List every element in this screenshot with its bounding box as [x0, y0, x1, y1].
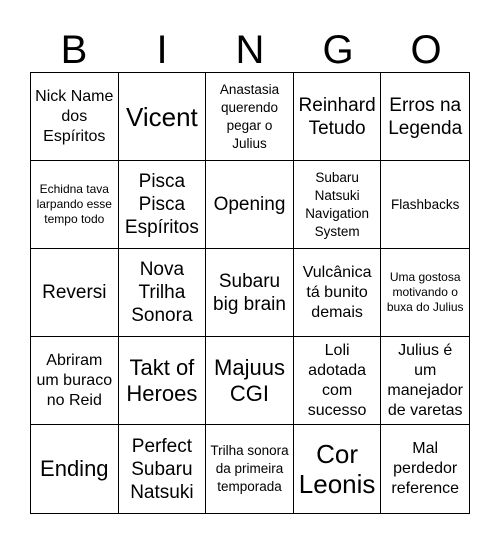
cell-text: Echidna tava larpando esse tempo todo	[36, 182, 112, 226]
bingo-cell[interactable]	[294, 161, 382, 249]
bingo-cell[interactable]	[31, 249, 119, 337]
cell-text: Opening	[213, 194, 286, 215]
bingo-cell[interactable]	[381, 249, 469, 337]
cell-text: Pisca Pisca Espíritos	[124, 171, 199, 238]
cell-text: Anastasia querendo pegar o Julius	[219, 81, 280, 151]
cell-text: Majuus CGI	[214, 354, 285, 406]
cell-text: Subaru big brain	[213, 270, 286, 315]
bingo-cell[interactable]	[119, 73, 207, 161]
cell-text: Flashbacks	[391, 196, 460, 212]
cell-text: Vulcânica tá bunito demais	[302, 263, 372, 321]
cell-text: Ending	[40, 456, 109, 481]
cell-text: Erros na Legenda	[388, 94, 463, 139]
bingo-cell[interactable]	[206, 249, 294, 337]
bingo-cell[interactable]	[381, 337, 469, 425]
cell-text: Uma gostosa motivando o buxa do Julius	[386, 270, 464, 314]
cell-text: Trilha sonora da primeira temporada	[210, 443, 289, 494]
cell-text: Nova Trilha Sonora	[131, 259, 193, 326]
bingo-cell[interactable]	[294, 249, 382, 337]
bingo-cell[interactable]	[31, 161, 119, 249]
header-letter-i: I	[156, 28, 168, 72]
bingo-cell[interactable]	[119, 161, 207, 249]
cell-text: Nick Name dos Espíritos	[35, 87, 114, 145]
cell-text: Reversi	[42, 282, 107, 303]
bingo-cell[interactable]	[119, 249, 207, 337]
cell-text: Julius é um manejador de varetas	[387, 341, 463, 419]
bingo-cell[interactable]	[294, 337, 382, 425]
cell-text: Vicent	[125, 101, 198, 132]
cell-text: Mal perdedor reference	[391, 440, 459, 497]
header-letter-b: B	[60, 28, 88, 72]
header-letter-o: O	[410, 28, 442, 72]
bingo-cell[interactable]	[31, 73, 119, 161]
cell-text: Reinhard Tetudo	[298, 94, 376, 139]
bingo-cell[interactable]	[206, 425, 294, 513]
bingo-cell[interactable]	[31, 337, 119, 425]
bingo-cell[interactable]	[294, 425, 382, 513]
bingo-header	[30, 20, 470, 80]
header-letter-n: N	[235, 28, 265, 72]
bingo-cell[interactable]	[381, 425, 469, 513]
bingo-cell[interactable]	[119, 337, 207, 425]
bingo-cell[interactable]	[119, 425, 207, 513]
cell-text: Subaru Natsuki Navigation System	[305, 169, 369, 239]
cell-text: Loli adotada com sucesso	[307, 341, 367, 419]
bingo-cell[interactable]	[381, 161, 469, 249]
bingo-cell[interactable]	[31, 425, 119, 513]
bingo-cell[interactable]	[381, 73, 469, 161]
bingo-cell[interactable]	[206, 337, 294, 425]
cell-text: Perfect Subaru Natsuki	[130, 435, 194, 503]
bingo-grid	[30, 72, 470, 514]
bingo-cell[interactable]	[206, 73, 294, 161]
cell-text: Cor Leonis	[298, 439, 376, 499]
header-letter-g: G	[322, 28, 354, 72]
bingo-cell[interactable]	[294, 73, 382, 161]
cell-text: Takt of Heroes	[126, 354, 198, 406]
bingo-cell[interactable]	[206, 161, 294, 249]
cell-text: Abriram um buraco no Reid	[36, 351, 113, 409]
